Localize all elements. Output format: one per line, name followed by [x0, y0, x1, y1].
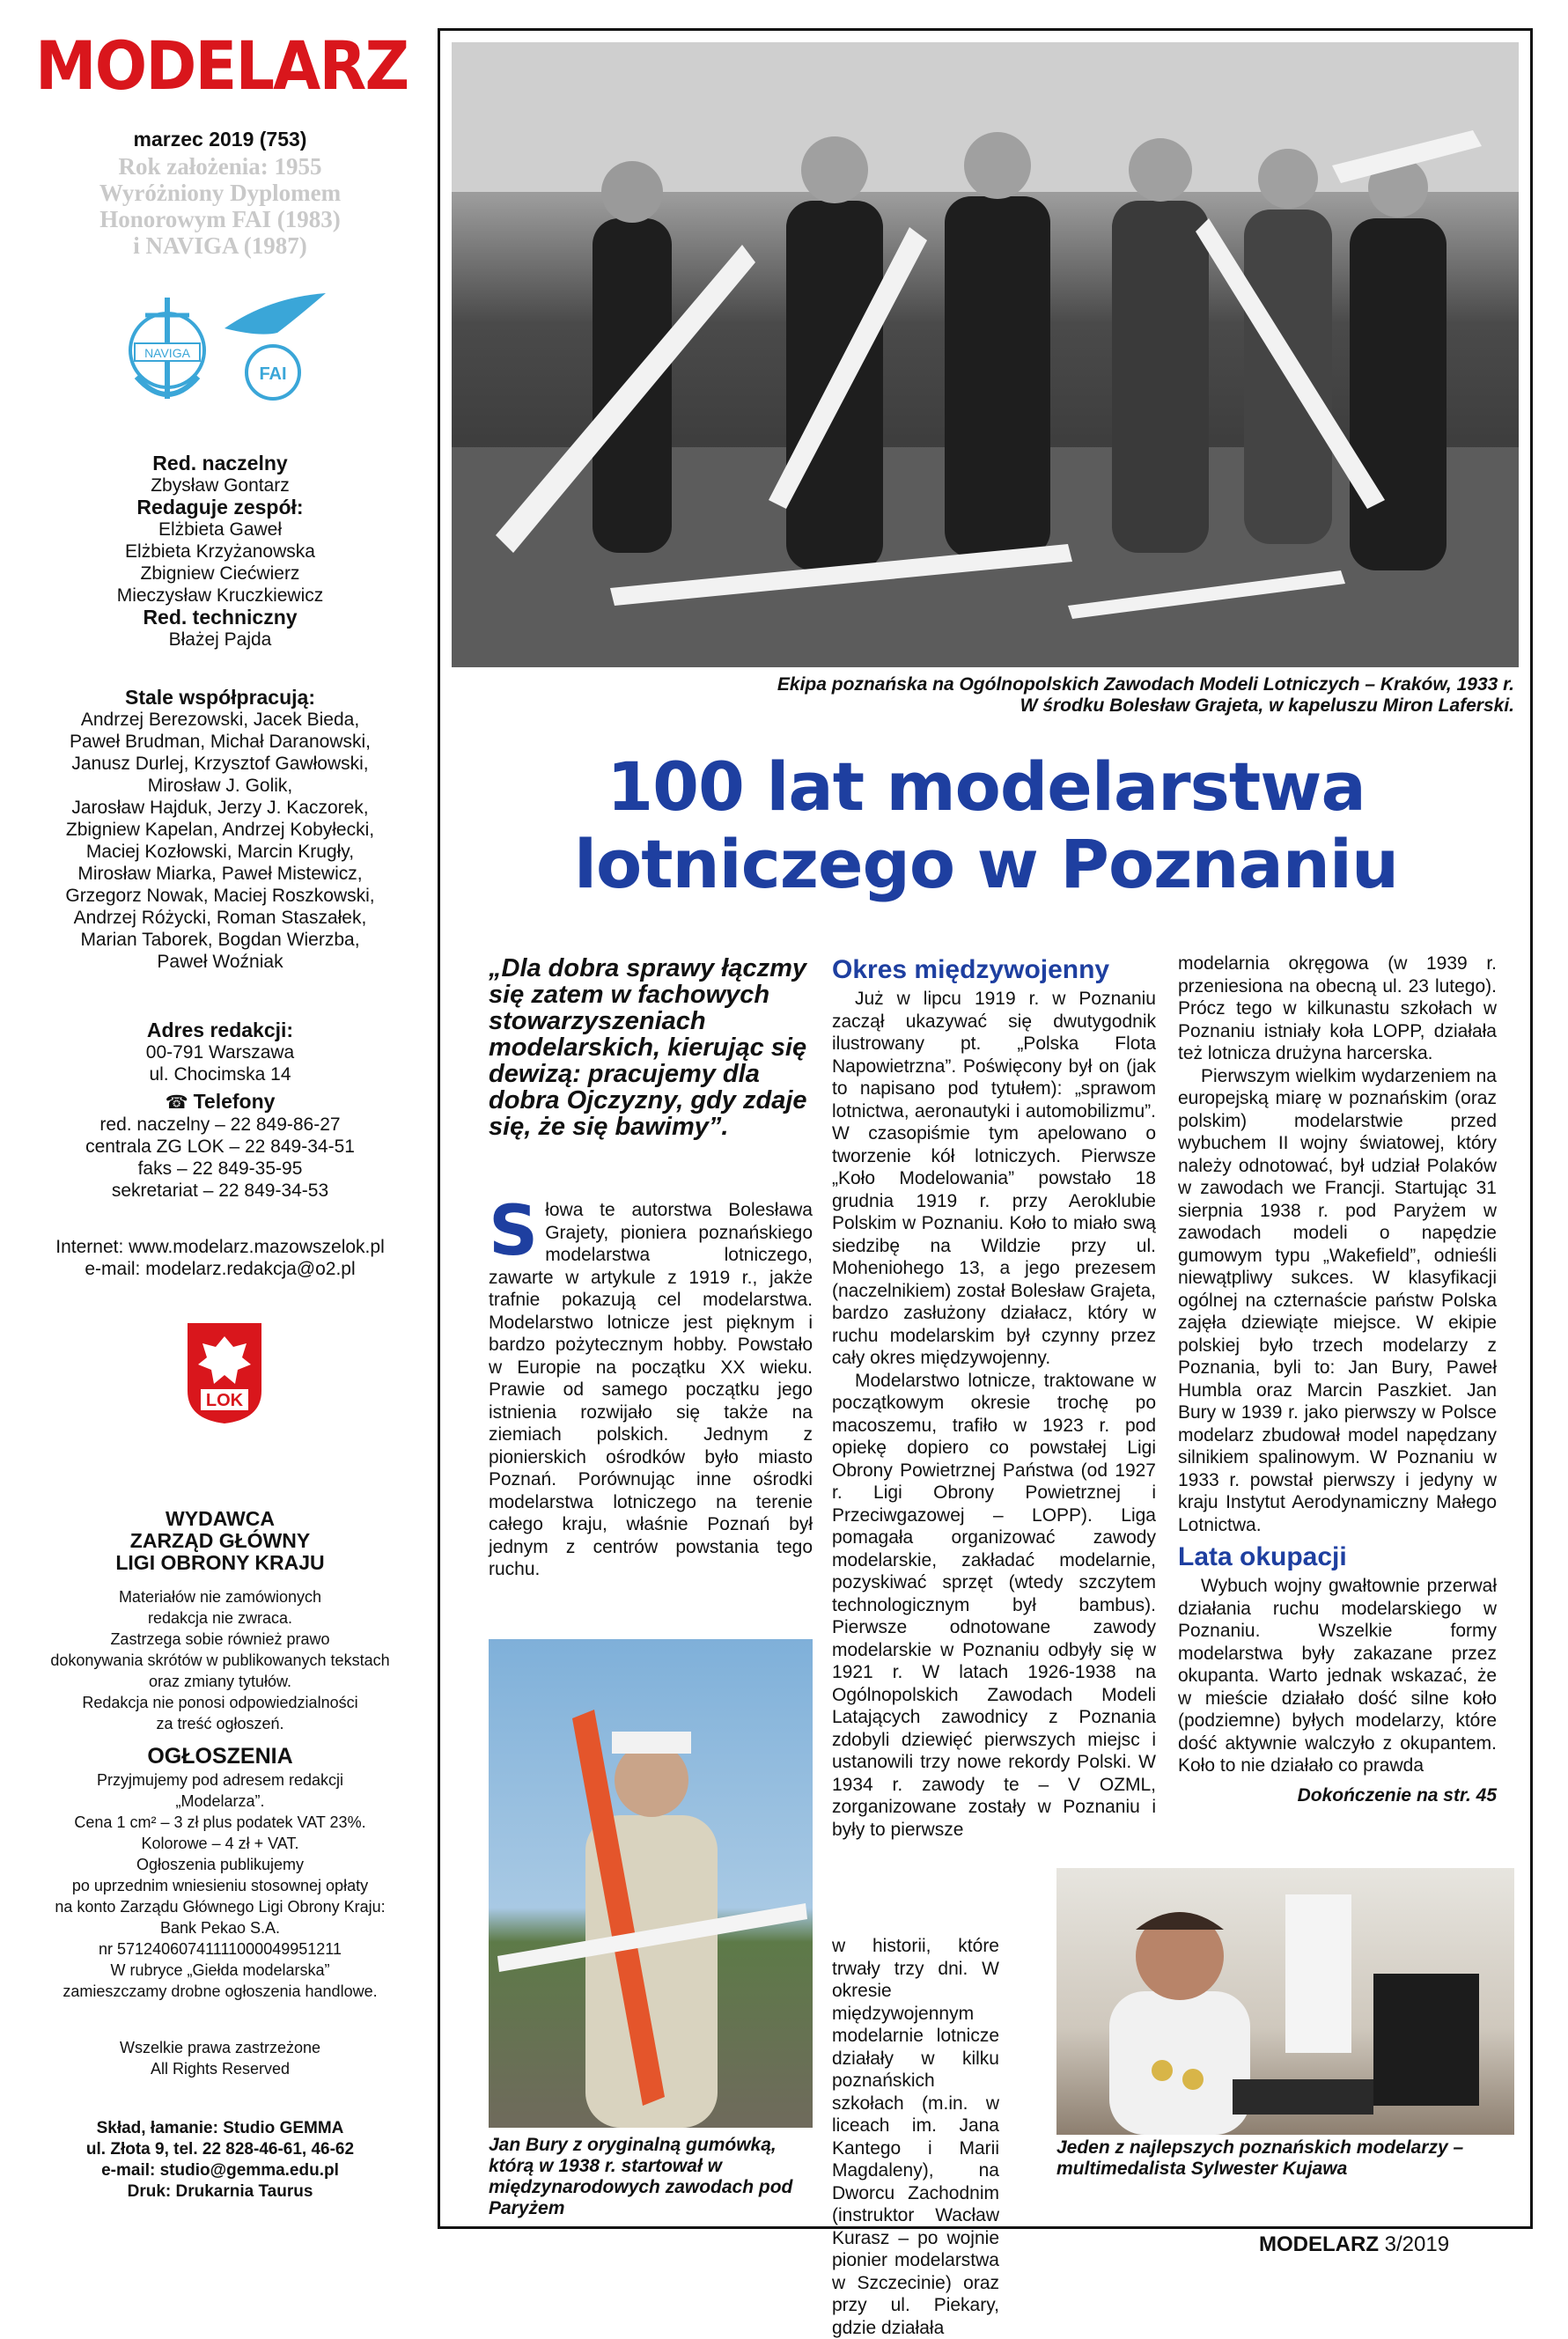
internet-block — [35, 1236, 405, 1280]
middle-column-upper — [832, 953, 1156, 1841]
paragraph: Wybuch wojny gwałtownie przerwał działania ruchu modelarskiego w Poznaniu. Wszelkie formy modelarstwa były zakazane przez okupanta. Warto jednak wskazać, że w mieście działało dość silne koło (podziemne) byłych modelarzy, które dość aktywnie walczyło z okupantem. Koło to nie działało co prawda — [1178, 1576, 1497, 1776]
top-photo-caption — [458, 674, 1514, 717]
address-label: Adres redakcji: — [146, 1019, 294, 1041]
history-line: Honorowym FAI (1983) — [99, 206, 341, 232]
phones-heading — [35, 1091, 405, 1114]
phone-line: sekretariat – 22 849-34-53 — [111, 1181, 329, 1201]
paragraph: w historii, które trwały trzy dni. W okresie międzywojennym modelarnie lotnicze działały w kilku poznańskich szkołach (m.in. w liceach im. Jana Kantego i Marii Magdaleny), na Dworcu Zachodnim (instruktor Wacław Kurasz – po wojnie pionier modelarstwa w Szczecinie) oraz przy ul. Piekary, gdzie działała — [832, 1936, 999, 2338]
note-line: Redakcja nie ponosi odpowiedzialności — [82, 1694, 358, 1711]
svg-text:FAI: FAI — [259, 364, 287, 384]
caption-line: W środku Bolesław Grajeta, w kapeluszu Miron Laferski. — [1020, 695, 1514, 716]
page-footer — [1259, 2232, 1449, 2257]
phones-label: Telefony — [193, 1090, 276, 1113]
editor-name: Zbysław Gontarz — [151, 475, 290, 496]
footer-issue: 3/2019 — [1384, 2232, 1450, 2256]
note-line: redakcja nie zwraca. — [147, 1609, 293, 1627]
editor-label: Red. naczelny — [152, 452, 288, 474]
note-line: dokonywania skrótów w publikowanych tekstach — [50, 1651, 390, 1669]
title-line: 100 lat modelarstwa — [607, 747, 1366, 826]
ads-line: nr 57124060741111000049951211 — [99, 1940, 342, 1958]
team-photo-1933 — [452, 42, 1519, 667]
website-link[interactable]: Internet: www.modelarz.mazowszelok.pl — [55, 1237, 385, 1257]
lead-text: łowa te autorstwa Bolesława Grajety, pioniera poznańskiego modelarstwa lotniczego, zawarte w artykule z 1919 r., jakże trafnie pokazują cel modelarstwa. Modelarstwo lotnicze jest pięknym i bardzo pożytecznym hobby. Powstało w Europie na początku XX wieku. Prawie od samego początku jego istnienia rozwijało się także na ziemiach polskich. Jednym z pionierskich ośrodków było miasto Poznań. Porównując inne ośrodki modelarstwa lotniczego na terenie całego kraju, właśnie Poznań był jednym z centrów powstania tego ruchu. — [489, 1200, 813, 1579]
section-heading-occupation: Lata okupacji — [1178, 1542, 1347, 1571]
contributors-line: Andrzej Różycki, Roman Staszałek, — [73, 908, 367, 928]
phone-line: centrala ZG LOK – 22 849-34-51 — [85, 1136, 355, 1157]
phone-line: faks – 22 849-35-95 — [137, 1158, 303, 1179]
svg-text:NAVIGA: NAVIGA — [144, 346, 190, 360]
contributors-block — [35, 687, 405, 973]
footer-brand: MODELARZ — [1259, 2232, 1379, 2256]
photo-illustration — [1056, 1868, 1514, 2135]
paragraph: modelarnia okręgowa (w 1939 r. przeniesiona na obecną ul. 23 lutego). Prócz tego w kilkunastu szkołach w Poznaniu istniały koła LOPP, działała też lotnicza drużyna harcerska. — [1178, 953, 1497, 1063]
contributors-line: Mirosław Miarka, Paweł Mistewicz, — [77, 864, 363, 884]
contributors-line: Mirosław J. Golik, — [147, 776, 293, 796]
paragraph: Już w lipcu 1919 r. w Poznaniu zaczął ukazywać się dwutygodnik ilustrowany pt. „Polska Flota Napowietrzna”. Poświęcony był on (jak to napisano pod tytułem): „sprawom lotnictwa, aeronautyki i automobilizmu”. W czasopiśmie tym apelowano o tworzenie kół lotniczych. Pierwsze „Koło Modelowania” powstało 18 grudnia 1919 r. przy Aeroklubie Polskim w Poznaniu. Koło to miało swą siedzibę na Wildzie przy ul. Moheniohego 13, a jego prezesem (naczelnikiem) został Bolesław Grajeta, bardzo zasłużony działacz, który w ruchu modelarskim był czynny przez cały okres międzywojenny. — [832, 989, 1156, 1368]
contributors-line: Jarosław Hajduk, Jerzy J. Kaczorek, — [71, 798, 369, 818]
note-line: Materiałów nie zamówionych — [118, 1588, 322, 1606]
right-column — [1178, 953, 1497, 1806]
svg-text:LOK: LOK — [205, 1391, 244, 1410]
address-line: ul. Chocimska 14 — [149, 1064, 291, 1085]
ads-line: W rubryce „Giełda modelarska” — [110, 1961, 330, 1979]
production-line: Druk: Drukarnia Taurus — [127, 2182, 313, 2201]
magazine-logo: MODELARZ — [35, 26, 409, 105]
production-line: e-mail: studio@gemma.edu.pl — [101, 2161, 339, 2180]
title-line: lotniczego w Poznaniu — [573, 825, 1399, 903]
contributors-line: Maciej Kozłowski, Marcin Krugły, — [85, 842, 355, 862]
sylwester-kujawa-photo — [1056, 1868, 1514, 2135]
telephone-icon: ☎ — [165, 1092, 194, 1113]
ads-line: „Modelarza”. — [175, 1792, 265, 1810]
contributors-line: Grzegorz Nowak, Maciej Roszkowski, — [65, 886, 375, 906]
caption-line: Jeden z najlepszych poznańskich modelarzy – — [1056, 2137, 1464, 2158]
contributors-label: Stale współpracują: — [124, 686, 315, 709]
tech-name: Błażej Pajda — [168, 629, 272, 650]
history-line: Wyróżniony Dyplomem — [99, 180, 342, 206]
left-photo-caption: Jan Bury z oryginalną gumówką, którą w 1938 r. startował w międzynarodowych zawodach pod Paryżem — [489, 2135, 793, 2218]
masthead-sidebar — [35, 26, 409, 2218]
section-heading-interwar: Okres międzywojenny — [832, 955, 1110, 984]
jan-bury-photo — [489, 1639, 813, 2128]
continued-note: Dokończenie na str. 45 — [1297, 1784, 1497, 1806]
ads-line: po uprzednim wniesieniu stosownej opłaty — [71, 1877, 369, 1894]
ads-label: OGŁOSZENIA — [147, 1744, 293, 1769]
production-block — [35, 2118, 405, 2203]
publisher-block — [35, 1508, 405, 1574]
phone-line: red. naczelny – 22 849-86-27 — [99, 1114, 341, 1135]
history-line: i NAVIGA (1987) — [133, 232, 307, 259]
note-line: Zastrzega sobie również prawo — [110, 1630, 330, 1648]
lok-logo-icon — [185, 1320, 264, 1426]
ads-line: zamieszczamy drobne ogłoszenia handlowe. — [63, 1982, 378, 2000]
photo-illustration — [489, 1639, 813, 2128]
team-member: Elżbieta Krzyżanowska — [125, 541, 315, 562]
team-member: Mieczysław Kruczkiewicz — [116, 585, 324, 606]
pull-quote: „Dla dobra sprawy łączmy się zatem w fachowych stowarzyszeniach modelarskich, kierując się dewizą: pracujemy dla dobra Ojczyzny, gdy zdaje się, że się bawimy”. — [489, 954, 807, 1141]
paragraph: Pierwszym wielkim wydarzeniem na europejską miarę w poznańskim (oraz polskim) modelarstwie przed wybuchem II wojny światowej, który należy odnotować, był udział Polaków w zawodach we Francji. Startując 31 sierpnia 1938 r. pod Paryżem w zawodach modeli o napędzie gumowym typu „Wakefield”, odnieśli niewątpliwy sukces. W klasyfikacji ogólnej na czternaście państw Polska zajęła dziewiąte miejsce. W ekipie polskiej było trzech modelarzy z Poznania, byli to: Jan Bury, Paweł Humbla oraz Marcin Paszkiet. Jan Bury w 1939 r. jako pierwszy w Polsce modelarz zbudował model napędzany silnikiem spalinowym. W Poznaniu w 1933 r. powstał pierwszy i jedyny w kraju Instytut Aerodynamiczny Małego Lotnictwa. — [1178, 1065, 1497, 1535]
rights-line: All Rights Reserved — [150, 2060, 291, 2078]
history-line: Rok założenia: 1955 — [118, 153, 322, 180]
address-block — [35, 1019, 405, 1202]
address-line: 00-791 Warszawa — [145, 1042, 295, 1063]
contributors-line: Marian Taborek, Bogdan Wierzba, — [80, 930, 360, 950]
naviga-badge-icon — [130, 298, 204, 399]
rights-line: Wszelkie prawa zastrzeżone — [119, 2039, 321, 2056]
team-label: Redaguje zespół: — [136, 496, 304, 519]
article-title — [440, 748, 1532, 903]
ads-line: Przyjmujemy pod adresem redakcji — [96, 1771, 344, 1789]
publisher-line: ZARZĄD GŁÓWNY — [129, 1529, 311, 1552]
team-member: Elżbieta Gaweł — [158, 519, 283, 540]
fai-badge-icon — [225, 293, 326, 399]
photo-illustration — [452, 42, 1519, 667]
email-link[interactable]: e-mail: modelarz.redakcja@o2.pl — [85, 1259, 356, 1279]
caption-line: Ekipa poznańska na Ogólnopolskich Zawodach Modeli Lotniczych – Kraków, 1933 r. — [777, 674, 1514, 695]
issue-date: marzec 2019 (753) — [133, 128, 307, 151]
contributors-line: Andrzej Berezowski, Jacek Bieda, — [80, 710, 360, 730]
note-line: za treść ogłoszeń. — [156, 1715, 284, 1732]
caption-line: multimedalista Sylwester Kujawa — [1056, 2159, 1348, 2179]
contributors-line: Paweł Woźniak — [157, 952, 283, 972]
ads-line: Kolorowe – 4 zł + VAT. — [141, 1835, 299, 1852]
right-photo-caption — [1056, 2137, 1514, 2180]
production-line: Skład, łamanie: Studio GEMMA — [96, 2119, 344, 2137]
ads-line: Cena 1 cm² – 3 zł plus podatek VAT 23%. — [74, 1813, 366, 1831]
lead-paragraph — [489, 1192, 813, 1581]
ads-block — [35, 1743, 405, 2002]
editorial-notes — [35, 1586, 405, 1734]
ads-line: Ogłoszenia publikujemy — [136, 1856, 305, 1873]
rights-block — [35, 2037, 405, 2079]
naviga-fai-badges — [119, 280, 330, 430]
production-line: ul. Złota 9, tel. 22 828-46-61, 46-62 — [85, 2140, 355, 2159]
history-block — [35, 153, 405, 259]
contributors-line: Zbigniew Kapelan, Andrzej Kobyłecki, — [65, 820, 375, 840]
ads-line: Bank Pekao S.A. — [159, 1919, 281, 1937]
tech-label: Red. techniczny — [143, 606, 298, 629]
middle-column-lower — [832, 1935, 999, 2339]
team-member: Zbigniew Ciećwierz — [140, 563, 300, 584]
drop-cap: S — [489, 1192, 539, 1271]
contributors-line: Paweł Brudman, Michał Daranowski, — [70, 732, 371, 752]
contributors-line: Janusz Durlej, Krzysztof Gawłowski, — [71, 754, 369, 774]
publisher-line: LIGI OBRONY KRAJU — [115, 1551, 325, 1574]
ads-line: na konto Zarządu Głównego Ligi Obrony Kraju: — [55, 1898, 386, 1916]
note-line: oraz zmiany tytułów. — [148, 1673, 292, 1690]
publisher-line: WYDAWCA — [166, 1507, 275, 1530]
editor-block — [35, 452, 405, 651]
paragraph: Modelarstwo lotnicze, traktowane w początkowym okresie trochę po macoszemu, trafiło w 1923 r. pod opiekę dopiero co powstałej Ligi Obrony Powietrznej Państwa (od 1927 r. Ligi Obrony Powietrznej i Przeciwgazowej – LOPP). Liga pomagała organizować zawody modelarskie, zakładać modelarnie, pozyskiwać sprzęt (wtedy szczytem technologicznym był bambus). Pierwsze odnotowane zawody modelarskie w Poznaniu odbyły się w 1921 r. W latach 1926-1938 na Ogólnopolskich Zawodach Modeli Latających zawodnicy z Poznania zdobyli dziewięć pierwszych miejsc i ustanowili trzy nowe rekordy Polski. W 1934 r. zawody te – V OZML, zorganizowane zostały w Poznaniu i były to pierwsze — [832, 1370, 1156, 1840]
